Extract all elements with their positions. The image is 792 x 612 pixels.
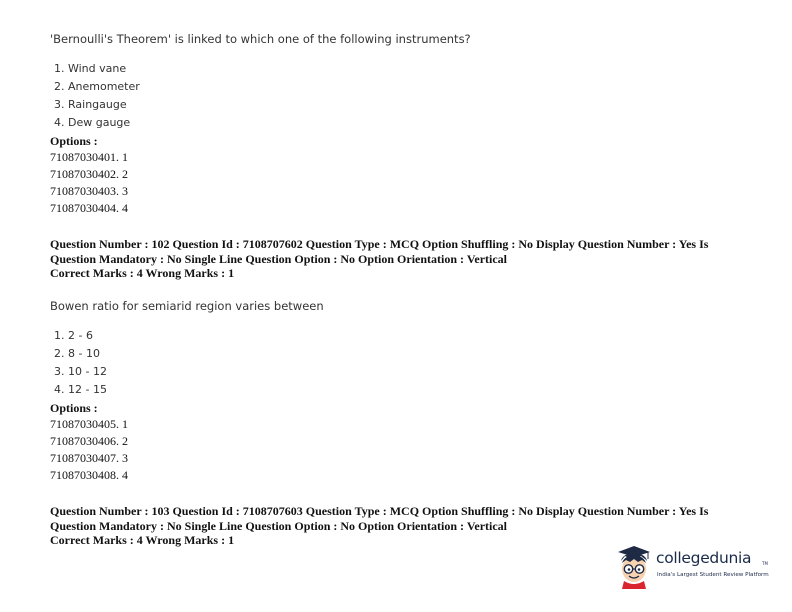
answer-choice: 2. 8 - 10	[54, 347, 100, 360]
answer-choice: 1. 2 - 6	[54, 329, 93, 342]
metadata-line: Question Mandatory : No Single Line Question Option : No Option Orientation : Vertical	[50, 518, 508, 533]
marks-line: Correct Marks : 4 Wrong Marks : 1	[50, 266, 235, 280]
option-id: 71087030406. 2	[50, 434, 128, 448]
question-text: Bowen ratio for semiarid region varies between	[50, 299, 324, 313]
option-id: 71087030401. 1	[50, 150, 128, 164]
option-id: 71087030402. 2	[50, 167, 128, 181]
answer-choice: 1. Wind vane	[54, 62, 127, 75]
option-id: 71087030404. 4	[50, 201, 128, 215]
options-label: Options :	[50, 401, 98, 415]
answer-choice: 4. Dew gauge	[54, 116, 131, 129]
option-id: 71087030405. 1	[50, 417, 128, 431]
options-label: Options :	[50, 134, 98, 148]
trademark-mark: TM	[762, 561, 768, 566]
answer-choice: 2. Anemometer	[54, 80, 140, 93]
collegedunia-logo	[612, 543, 772, 595]
marks-line: Correct Marks : 4 Wrong Marks : 1	[50, 533, 235, 547]
option-id: 71087030407. 3	[50, 451, 128, 465]
metadata-line: Question Number : 103 Question Id : 7108707603 Question Type : MCQ Option Shuffling : No Display Question Number : Yes Is	[50, 504, 709, 518]
logo-tagline: India's Largest Student Review Platform	[657, 572, 769, 578]
metadata-line: Question Mandatory : No Single Line Question Option : No Option Orientation : Vertical	[50, 251, 508, 266]
answer-choice: 3. Raingauge	[54, 98, 127, 111]
metadata-line: Question Number : 102 Question Id : 7108707602 Question Type : MCQ Option Shuffling : No Display Question Number : Yes Is	[50, 237, 709, 251]
question-metadata	[50, 237, 740, 281]
option-id: 71087030403. 3	[50, 184, 128, 198]
option-id: 71087030408. 4	[50, 468, 128, 482]
answer-choice: 4. 12 - 15	[54, 383, 107, 396]
question-metadata	[50, 504, 740, 548]
student-mascot-icon	[612, 543, 656, 595]
answer-choice: 3. 10 - 12	[54, 365, 107, 378]
logo-wordmark: collegedunia	[656, 549, 752, 567]
question-text: 'Bernoulli's Theorem' is linked to which one of the following instruments?	[50, 32, 471, 46]
